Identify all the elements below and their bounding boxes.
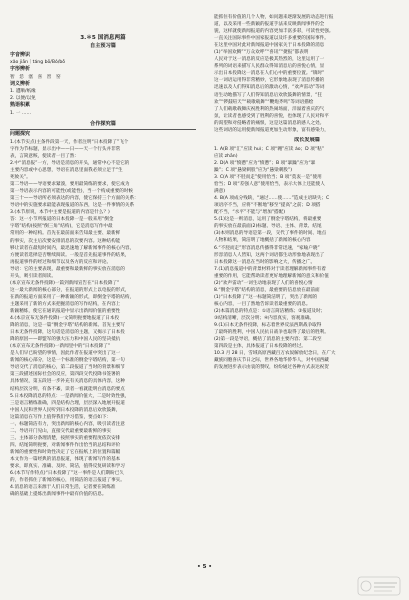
text-line: 6.“不胫而走”形容消息传播得非常迅速，“家喻户晓”: [214, 245, 320, 251]
text-line: (1)“举国欢腾”“万众欢呼”“喜讯”“捷报”都表明: [214, 50, 309, 56]
text-line: 人民对于这一消息的反应是极其热烈的，这里运用了一: [214, 57, 325, 63]
text-line: 2. D(A 项“愤懑”应为“愤懑”；B 项“暴躁”应为“暴: [214, 160, 316, 166]
text-line: 具体情况，第五段进一步补充有关消息的具体内容，这种: [10, 379, 125, 385]
text-line: 二、导语开门见山，直接交代最重要最新鲜的事实: [10, 428, 112, 434]
text-line: 四、结尾简明扼要，对新闻事件作出恰当的总结和评价: [10, 442, 121, 448]
skill-heading: 熟语积累: [10, 102, 31, 109]
text-line: 日本投降这一消息在当时的影响之大，传播之广。: [214, 259, 316, 265]
text-line: 貌，这样就使新闻报道的内容更加丰富多彩，可读性更强。: [214, 29, 334, 35]
text-line: 再报道事件的经过和细节以及各方的反应和评论。: [10, 259, 112, 265]
text-line: (2)“欢声雷动”一词生动地表现了人们的喜悦心情: [214, 280, 313, 286]
right-column: [214, 14, 400, 574]
text-line: 是人们早已盼望的事情，因此作者在报道中突出了这一: [10, 351, 121, 357]
text-line: 三是语言精练准确，四是结构合理，层层深入地展开报道: [10, 400, 125, 406]
text-line: 本文作为一篇经典的消息报道，体现了新闻写作的基本: [10, 456, 121, 462]
text-line: 恰当；D 项“差强人意”使用恰当，表示大体上还能使人: [214, 182, 325, 188]
text-line: 1.(本节实点)主条件段第一天，作者注明“日本投降了”飞个: [10, 139, 129, 145]
text-line: 降的消息，这是一篇“倒金字塔”结构的新闻。首先主要写: [10, 323, 126, 329]
text-line: 一直关注国际事件中国家报道以及许多重要的国际事件。: [214, 36, 329, 42]
text-line: 10.3 月 28 日，雪域高原西藏百万农奴解放纪念日，在广大: [214, 351, 336, 357]
text-line: 迅速以及人们得知消息后的激动心情，“欢声雷动”等词: [214, 85, 325, 91]
text-line: 导语中的实施要求最能表现报道的东西，这是一件事情的关系: [10, 203, 135, 209]
text-line: 确的基础上提炼出新闻事件中最有价值的信息。: [10, 492, 107, 498]
text-line: 语生动地描写了人们得知消息后欢欣鼓舞的情景，“狂: [214, 92, 323, 98]
text-line: 主题采用了新的方式来把握消息的写作结构，在内容上: [10, 301, 121, 307]
word-heading: 词义辨析: [10, 80, 31, 87]
text-line: 这一词语运用得非常精妙，它形象地表现了消息传播的: [214, 78, 325, 84]
text-line: 示出日本投降这一消息在人们心中的重要位置。“镇时”: [214, 71, 325, 77]
text-line: 形容消息人人皆知，这两个词语都生动形象地表现出了: [214, 252, 325, 258]
text-line: 系列的词语来描写人民群众得知消息后的喜悦心情，显: [214, 64, 325, 70]
text-line: 要求，即真实、准确、及时、简洁，值得反复研读和学习: [10, 464, 125, 470]
word-item: 2. 以便/以免: [10, 96, 36, 102]
text-line: 日本无条件投降，这句话是消息的主题，又揭示了日本投: [10, 330, 125, 336]
text-line: 欢”“锣鼓喧天”“载歌载舞”“鞭炮齐鸣”等词语描绘: [214, 99, 314, 105]
text-line: 核心内容，一目了然地告诉读者最重要的消息。: [214, 301, 311, 307]
text-line: (1)“日本投降了”这一标题简洁明了，突出了新闻的: [214, 294, 318, 300]
text-line: 氛，让读者也感受到了胜利的喜悦，也体现了人民对和平: [214, 113, 329, 119]
text-line: 这一最大新闻的核心部分，在报道的形式上以电报的形式，: [10, 287, 130, 293]
text-line: 6.(本节写作特点)“日本投降了”这一事件是人们期盼已久: [10, 471, 124, 477]
pinyin-heading: 字音辨识: [10, 52, 31, 58]
text-line: 结构层次分明，有条不紊，读者一看就能明白消息的要点: [10, 386, 125, 392]
page-number: • 5 •: [197, 564, 212, 570]
text-line: 开头，吸引读者阅读。: [10, 273, 56, 279]
text-line: (2)本篇消息的特点是：①语言简洁精炼；②报道及时；: [214, 308, 326, 314]
text-line: 这些词语的运用使新闻报道更加生动形象，富有感染力，: [214, 127, 329, 133]
text-line: 项语序不当，应将“不断地”移至“提高”之前；D 项搭: [214, 203, 321, 209]
text-line: 第三段描述国际社会的反应，第四段交代投降书签署的: [10, 372, 121, 378]
text-line: 4.消息的语言来源于人们日常生活，记者要在简练准: [10, 485, 116, 491]
text-line: 4. B(A 项成分残缺，“通过……使……”造成主语缺失；C: [214, 196, 330, 202]
text-line: 了人们载歌载舞庆祝胜利的热闹场面，洋溢着喜庆的气: [214, 106, 325, 112]
text-line: 一、标题简洁有力，突出新闻的核心内容，吸引读者注意: [10, 421, 125, 427]
question-heading: 问题探究: [10, 131, 31, 138]
left-column: [10, 14, 196, 574]
text-line: 字塔”结构(按照“倒三角”结构)，它是消息写作中最: [10, 224, 113, 230]
text-line: 表，言简意赅，使读者一目了然：: [10, 153, 79, 159]
shape-text: 智 恁 塞 喜 窖 窑: [10, 74, 61, 80]
text-line: 3.(本节原说，本节中主要是报道的内容是什么？): [10, 210, 110, 216]
text-line: 新颖精炼，使它在通讯报道中显示出新闻价值的重要性: [10, 308, 121, 314]
text-line: 导语：它的主要表现，最重要和最新鲜的事实放在消息的: [10, 266, 125, 272]
text-line: 3. C(A 项“不胫而走”使用恰当；B 项“莫衷一是”使用: [214, 175, 322, 181]
text-line: 常用的一种结构。首先在最前面来告知最主要、最新鲜: [10, 231, 121, 237]
text-line: 躁”；C 项“悬梁刺股”应为“悬梁刺股”): [214, 167, 293, 173]
word-item: 1. 遭顺/纸缘: [10, 89, 36, 95]
text-line: 道，以及采用一些新颖的报道手法来反映新闻事件的全: [214, 22, 325, 28]
text-line: 能抓住有价值的几个人物，如问题来逐渐发展的动态进行报: [214, 15, 334, 20]
text-line: 重要的作用，它能帮助读者更好地理解新闻的意义和价值: [214, 273, 329, 279]
text-line: 5.日本投降消息的特点：一是新闻价值大，二是时效性强，: [10, 393, 130, 399]
text-line: 了最终的胜利，中国人民抗日战争也取得了最后的胜利。: [214, 330, 329, 336]
text-line: 在这里中国对此对新闻报道中国家关于日本投降的消息: [214, 43, 325, 49]
pinyin-text: xǎo jiān｜táng bō/Bó/bǒ: [10, 60, 66, 66]
text-line: 的发展进步表示由衷的赞叹，纷纷通过各种方式表达祝贺: [214, 365, 329, 371]
stamp-logo-icon: [357, 576, 401, 596]
section-title-growth: 成长发展篇: [294, 136, 320, 143]
text-line: (2)第一段是导语，概括了消息的主要内容；第二段至: [214, 337, 322, 343]
text-line: 主要内容或中心思想，导语在消息里面我必须立足于“生: [10, 168, 123, 174]
text-line: (本京宣布无条件投降)一篇到新闻宣告在“日本投降了”: [10, 280, 120, 286]
text-line: 2.中“消息报”一方，导语是消息的开头，通常中心不是它的: [10, 161, 130, 166]
text-line: 第三十——导语所必须表达的内容，使它保持三个方面的关系：: [10, 196, 139, 202]
text-line: 导语交代了消息的核心，第二段报道了当时的背景和细节: [10, 365, 125, 371]
text-line: 够让读者在最短时间内，最迅速地了解新闻事件的核心内容，: [10, 245, 135, 251]
text-line: 4.(本京宣布无条件投降)一文简明扼要地报道了日本投: [10, 316, 120, 322]
text-line: (3)本则消息的导语是第一段，交代了事件的时间、地点: [214, 231, 327, 237]
section-title-preview: 自主预习篇: [90, 43, 116, 49]
text-line: 1. A(B 项“汇”应读 huì；C 项“翱”应读 áo；D 项“粘”: [214, 146, 325, 152]
text-line: 藏族同胞喜庆节日之际，世界各地华侨华人，对中国西藏: [214, 358, 329, 364]
text-line: 新闻的核心部分，这是一个标准的倒金字塔结构，第一句: [10, 358, 125, 364]
text-line: 的渴望和对侵略者的痛恨，这是这篇消息的感人之处。: [214, 120, 325, 126]
text-line: 7.(1)消息报道中的背景材料对于读者理解新闻事件有着: [214, 266, 326, 272]
text-line: 人物和结果，简洁明了地概括了新闻的核心内容: [214, 238, 311, 244]
text-line: 在新的报道方面采用了一种新颖的形式，即倒金字塔的结构，: [10, 294, 135, 300]
text-line: 的，作者抓住了新闻的核心，用简洁的语言报道了事实。: [10, 478, 125, 484]
text-line: 新闻的重要性和时效性决定了它在报纸上的位置和篇幅: [10, 449, 121, 455]
text-line: 字作为节标题，显示出中——日——天一个行头并非常: [10, 146, 121, 152]
right-body: [214, 14, 400, 371]
shape-heading: 字形辨析: [10, 66, 31, 73]
page: [8, 14, 401, 580]
section-title-cooperative: 合作探究篇: [90, 120, 116, 127]
text-line: 方便读者选择是否继续阅读。一般是首先报道事件的结果，: [10, 252, 130, 258]
page-title: 3.＊5 国消息两篇: [80, 35, 126, 41]
text-line: 9.(1)日本无条件投降，标志着世界反法西斯战争取得: [214, 323, 322, 329]
text-line: 5.(1)这是一则消息，运用了倒金字塔结构，将最重要: [214, 217, 322, 223]
text-line: 的事实放在最前面(2)标题、导语、主体、背景、结尾: [214, 224, 322, 230]
text-line: 满意): [214, 189, 225, 195]
text-line: 配不当，“水平”不能与“增加”搭配): [214, 210, 286, 216]
text-line: 第二导语——导语要求紧凑，要用最简练的要求，使它成为: [10, 182, 130, 188]
left-body: [10, 139, 196, 498]
text-line: (本京宣布无条件投降)一新闻里中的“日本投降了”: [10, 344, 111, 350]
text-line: 死攸关”。: [10, 175, 31, 181]
skill-item: 1. 一 ……: [10, 110, 32, 116]
text-line: 三、主体部分条理清楚，按照事实的重要程度依次安排: [10, 435, 121, 441]
text-line: ③结构清晰，层次分明；④内容真实，客观准确。: [214, 315, 315, 321]
text-line: 降的原因——即盟军的强大压力和中国人民的坚决抵抗: [10, 337, 121, 343]
text-line: 应读 zhān): [214, 153, 238, 159]
text-line: 第四段是主体，具体报道了日本投降的经过。: [214, 344, 306, 350]
text-line: 第一导语表示内容的可能性(或能性)，当一个构成重要的时候: [10, 189, 134, 195]
text-line: 中国人民和世界人民听到日本投降的消息后欢欣鼓舞，: [10, 407, 121, 413]
divider: [10, 129, 196, 130]
text-line: 这篇消息在写作上值得我们学习借鉴，要点如下：: [10, 414, 112, 420]
text-line: 的事实，次主后次要安排消息的次要内容。这种结构能: [10, 238, 121, 244]
text-line: 答：这一小节所报道的日本投降一是一般来用“倒金: [10, 217, 114, 223]
text-line: 8.“倒金字塔”结构的消息，最重要的信息放在最前面: [214, 287, 320, 293]
